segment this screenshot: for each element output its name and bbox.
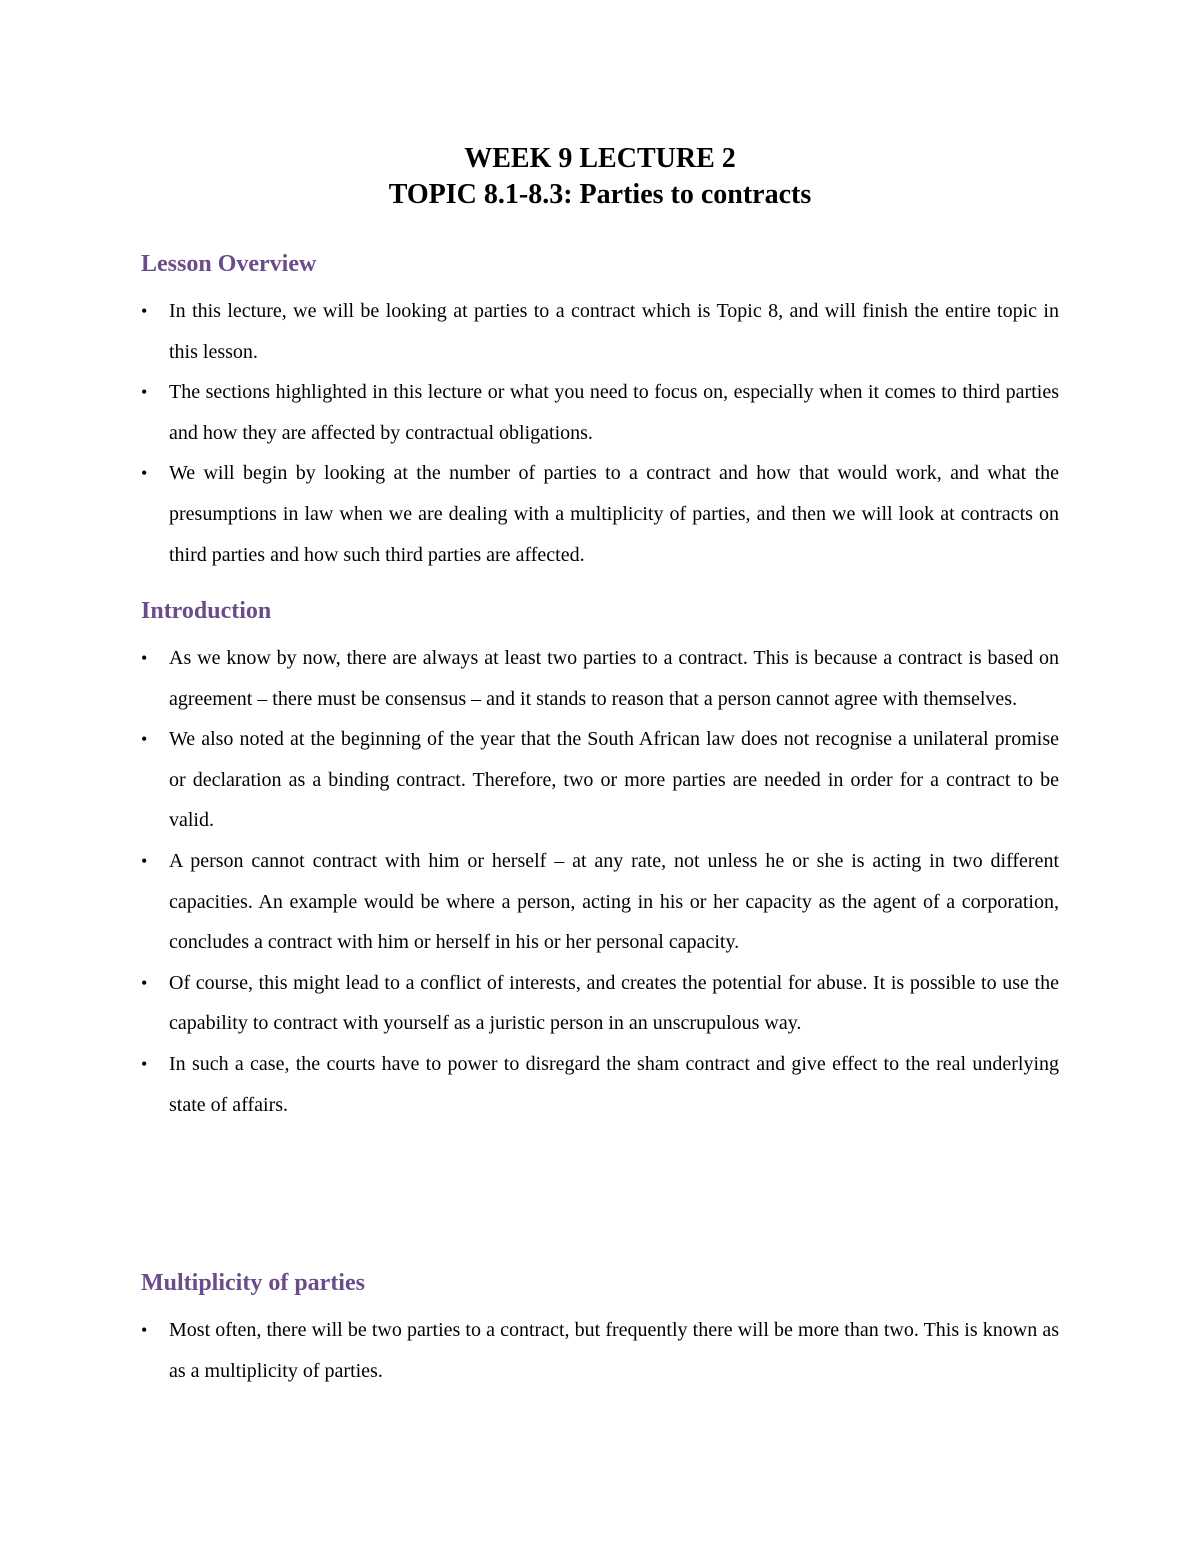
bullet-text: The sections highlighted in this lecture or what you need to focus on, especially when it comes to third parties and how they are affected by contractual obligations. [169, 381, 1059, 444]
section-heading: Introduction [141, 598, 272, 624]
title-week-lecture: WEEK 9 LECTURE 2 [464, 143, 736, 174]
bullet-text: We will begin by looking at the number of parties to a contract and how that would work, and what the presumptions in law when we are dealing with a multiplicity of parties, and then we will look at contracts on third parties and how such third parties are affected. [169, 462, 1059, 566]
bullet-marker: • [141, 1320, 148, 1340]
bullet-item [141, 372, 1059, 453]
document-title [0, 141, 1200, 213]
bullet-text: Of course, this might lead to a conflict of interests, and creates the potential for abuse. It is possible to use the capability to contract with yourself as a juristic person in an unscrupulous way. [169, 971, 1059, 1035]
bullet-list [141, 291, 1059, 575]
section-heading: Multiplicity of parties [141, 1270, 365, 1296]
bullet-marker: • [141, 301, 148, 321]
bullet-marker: • [141, 1053, 148, 1074]
bullet-item [141, 1044, 1059, 1125]
bullet-item [141, 963, 1059, 1044]
bullet-text: As we know by now, there are always at least two parties to a contract. This is because a contract is based on agreement – there must be consensus – and it stands to reason that a person cannot agree with themselves. [169, 647, 1059, 710]
bullet-text: Most often, there will be two parties to a contract, but frequently there will be more than two. This is known as as a multiplicity of parties. [169, 1319, 1059, 1382]
bullet-text: In such a case, the courts have to power to disregard the sham contract and give effect to the real underlying state of affairs. [169, 1052, 1059, 1116]
section-lesson-overview [141, 249, 1059, 575]
bullet-item [141, 1310, 1059, 1391]
title-topic: TOPIC 8.1-8.3: Parties to contracts [388, 179, 812, 210]
bullet-marker: • [141, 463, 148, 484]
bullet-list [141, 1310, 1059, 1391]
bullet-item [141, 719, 1059, 841]
bullet-item [141, 841, 1059, 963]
section-heading: Lesson Overview [141, 251, 317, 277]
bullet-item [141, 453, 1059, 575]
bullet-marker: • [141, 648, 148, 668]
bullet-list [141, 638, 1059, 1125]
bullet-item [141, 638, 1059, 719]
bullet-marker: • [141, 729, 148, 750]
bullet-text: A person cannot contract with him or herself – at any rate, not unless he or she is acting in two different capacities. An example would be where a person, acting in his or her capacity as the agent of a corporation, concludes a contract with him or herself in his or her personal capacity. [169, 849, 1059, 954]
bullet-marker: • [141, 850, 148, 871]
section-multiplicity-of-parties [141, 1268, 1059, 1391]
bullet-item [141, 291, 1059, 372]
bullet-marker: • [141, 382, 148, 403]
bullet-text: In this lecture, we will be looking at parties to a contract which is Topic 8, and will finish the entire topic in this lesson. [169, 300, 1059, 363]
bullet-text: We also noted at the beginning of the year that the South African law does not recognise a unilateral promise or declaration as a binding contract. Therefore, two or more parties are needed in order for a contract to be valid. [169, 728, 1059, 832]
section-introduction [141, 596, 1059, 1125]
bullet-marker: • [141, 972, 148, 993]
